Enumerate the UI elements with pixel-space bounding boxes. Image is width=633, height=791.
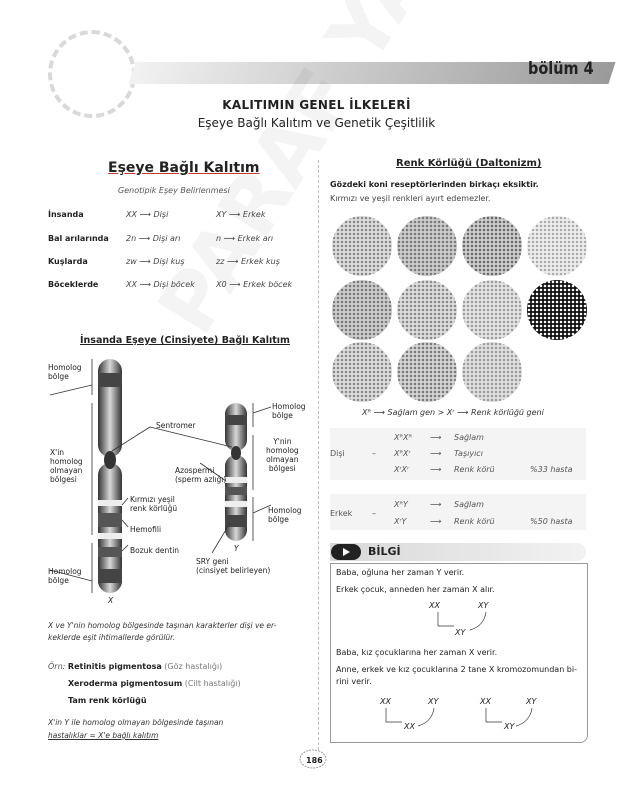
chromosome-heading: İnsanda Eşeye (Cinsiyete) Bağlı Kalıtım xyxy=(80,335,290,346)
row-female: 2n ⟶ Dişi arı xyxy=(126,234,181,243)
female-geno: XʳXʳ xyxy=(394,465,410,474)
male-pct: %50 hasta xyxy=(530,517,573,526)
label-red-green: Kırmızı yeşil renk körlüğü xyxy=(130,495,178,513)
male-geno: XʳY xyxy=(394,517,407,526)
plate-4 xyxy=(527,216,587,276)
page-title: KALITIMIN GENEL İLKELERİ xyxy=(222,98,411,112)
label-dentin: Bozuk dentin xyxy=(130,546,180,555)
plate-2 xyxy=(397,216,457,276)
gene-line: Xᴿ ⟶ Sağlam gen > Xʳ ⟶ Renk körlüğü geni xyxy=(362,408,544,417)
left-heading: Eşeye Bağlı Kalıtım xyxy=(108,160,260,176)
plate-9 xyxy=(332,342,392,402)
right-heading: Renk Körlüğü (Daltonizm) xyxy=(396,158,542,169)
plate-11 xyxy=(462,342,522,402)
plate-6 xyxy=(397,280,457,340)
cross-parent: XX xyxy=(380,697,391,706)
row-male: n ⟶ Erkek arı xyxy=(216,234,274,243)
label-hemophilia: Hemofili xyxy=(130,525,162,534)
label-sry: SRY geni (cinsiyet belirleyen) xyxy=(196,557,271,575)
cross-child: XY xyxy=(455,628,466,637)
male-pheno: Renk körü xyxy=(454,517,495,526)
info-line-1: Baba, oğluna her zaman Y verir. xyxy=(336,568,465,577)
male-geno: XᴿY xyxy=(394,500,408,509)
row-label: İnsanda xyxy=(48,210,84,219)
cross-arrows-1 xyxy=(430,610,500,636)
info-title: BİLGİ xyxy=(368,545,401,558)
label-azoospermia: Azospermi (sperm azlığı) xyxy=(175,466,227,484)
label-homolog-bottom: Homolog bölge xyxy=(48,567,82,585)
cross-child: XY xyxy=(504,722,515,731)
female-geno: XᴿXʳ xyxy=(394,449,411,458)
row-label: Bal arılarında xyxy=(48,234,109,243)
red-green-line: Kırmızı ve yeşil renkleri ayırt edemezler. xyxy=(330,194,491,203)
plate-10 xyxy=(397,342,457,402)
arrow: ⟶ xyxy=(430,465,442,474)
arrow: ⟶ xyxy=(430,517,442,526)
plate-3 xyxy=(462,216,522,276)
arrow: ⟶ xyxy=(430,500,442,509)
ishihara-plates xyxy=(330,214,586,402)
cross-parent: XY xyxy=(478,601,489,610)
arrow: ⟶ xyxy=(430,433,442,442)
label-x: X xyxy=(108,596,114,605)
label-homolog-top: Homolog bölge xyxy=(48,363,82,381)
y-chromosome xyxy=(225,403,247,541)
play-icon xyxy=(331,544,361,560)
label-y-homolog-bottom: Homolog bölge xyxy=(268,506,302,524)
row-label: Kuşlarda xyxy=(48,257,88,266)
male-label: Erkek xyxy=(330,509,353,518)
section-label: bölüm 4 xyxy=(528,59,594,79)
female-pheno: Renk körü xyxy=(454,465,495,474)
label-y-nonhomolog: Y'nin homolog olmayan bölgesi xyxy=(266,437,299,473)
row-label: Böceklerde xyxy=(48,280,99,289)
page-number: 186 xyxy=(306,756,323,765)
female-dash: – xyxy=(372,449,376,458)
info-line-4: Anne, erkek ve kız çocuklarına 2 tane X kromozomundan bi- rini verir. xyxy=(336,665,577,686)
homolog-paragraph: X ve Y'nin homolog bölgesinde taşınan karakterler dişi ve er- keklerde eşit ihtimallerde görülür. xyxy=(48,621,277,642)
label-centromere: Sentromer xyxy=(156,421,196,430)
row-male: X0 ⟶ Erkek böcek xyxy=(216,280,293,289)
label-y: Y xyxy=(234,544,239,553)
cross-parent: XY xyxy=(526,697,537,706)
plate-5 xyxy=(332,280,392,340)
plate-7 xyxy=(462,280,522,340)
cone-line: Gözdeki koni reseptörlerinden birkaçı eksiktir. xyxy=(330,180,539,189)
arrow: ⟶ xyxy=(430,449,442,458)
row-female: zw ⟶ Dişi kuş xyxy=(126,257,185,266)
row-male: XY ⟶ Erkek xyxy=(216,210,266,219)
row-female: XX ⟶ Dişi böcek xyxy=(126,280,195,289)
genotype-subheading: Genotipik Eşey Belirlenmesi xyxy=(118,186,230,195)
cross-parent: XX xyxy=(480,697,491,706)
female-geno: XᴿXᴿ xyxy=(394,433,412,442)
female-pheno: Sağlam xyxy=(454,433,484,442)
x-linked-paragraph: X'in Y ile homolog olmayan bölgesinde taşınan hastalıklar = X'e bağlı kalıtım xyxy=(48,718,224,740)
info-line-2: Erkek çocuk, anneden her zaman X alır. xyxy=(336,585,495,594)
cross-parent: XX xyxy=(429,601,440,610)
label-x-nonhomolog: X'in homolog olmayan bölgesi xyxy=(50,448,83,484)
info-line-3: Baba, kız çocuklarına her zaman X verir. xyxy=(336,648,498,657)
x-chromosome xyxy=(98,359,122,593)
cross-parent: XY xyxy=(428,697,439,706)
row-male: zz ⟶ Erkek kuş xyxy=(216,257,280,266)
plate-8 xyxy=(527,280,587,340)
cross-arrows-2 xyxy=(380,706,560,730)
row-female: XX ⟶ Dişi xyxy=(126,210,169,219)
male-dash: – xyxy=(372,509,376,518)
cross-child: XX xyxy=(404,722,415,731)
examples: Örn: Retinitis pigmentosa (Göz hastalığı) Xeroderma pigmentosum (Cilt hastalığı) Tam renk körlüğü xyxy=(48,662,241,705)
page-subtitle: Eşeye Bağlı Kalıtım ve Genetik Çeşitlilik xyxy=(197,116,436,130)
male-pheno: Sağlam xyxy=(454,500,484,509)
female-pheno: Taşıyıcı xyxy=(454,449,483,458)
female-label: Dişi xyxy=(330,449,345,458)
column-divider xyxy=(318,160,319,750)
female-pct: %33 hasta xyxy=(530,465,573,474)
plate-1 xyxy=(332,216,392,276)
label-y-homolog-top: Homolog bölge xyxy=(272,402,306,420)
